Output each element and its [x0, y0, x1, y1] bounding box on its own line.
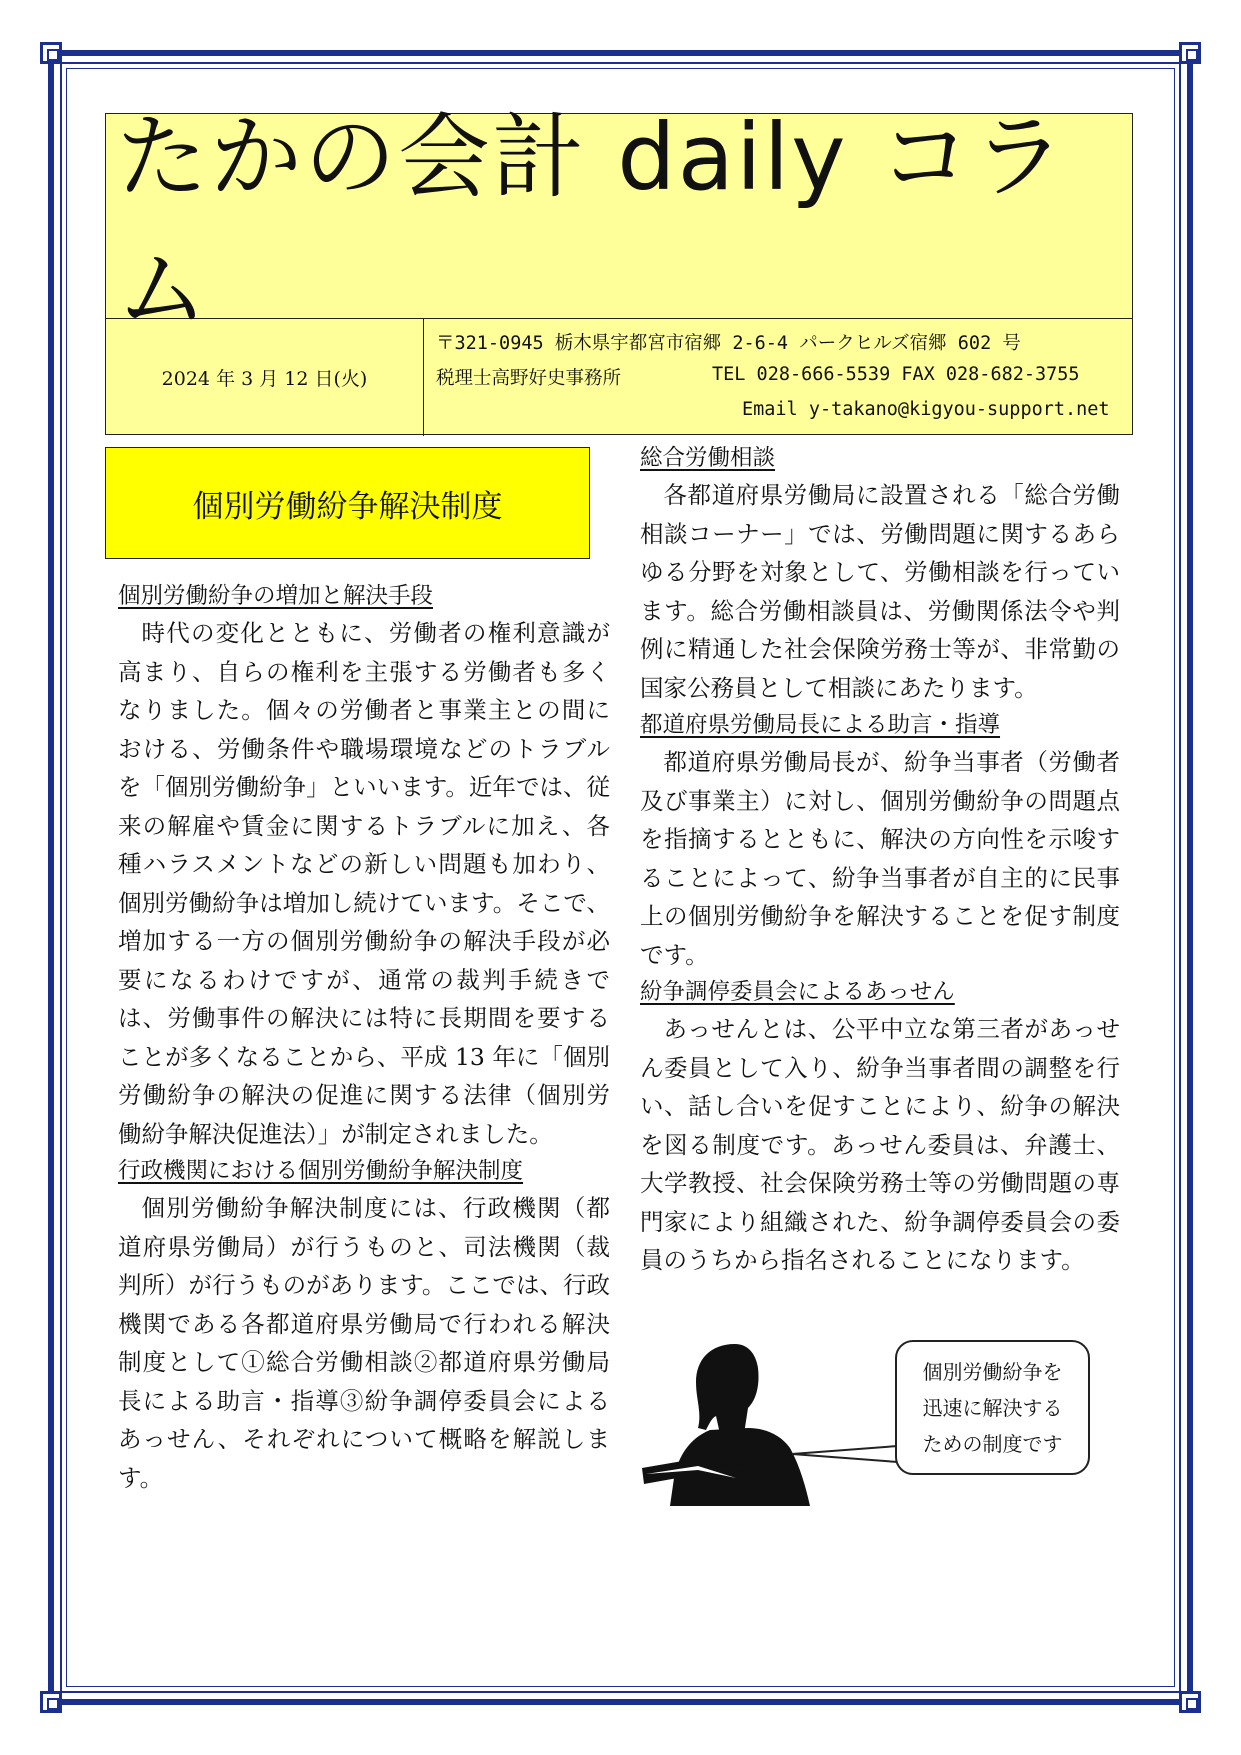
section-heading-guidance: 都道府県労働局長による助言・指導 [640, 712, 1001, 738]
right-column [640, 440, 1120, 1280]
section-heading-mediation: 紛争調停委員会によるあっせん [640, 979, 955, 1005]
corner-ornament-top-right [1179, 42, 1201, 64]
office-email: Email y-takano@kigyou-support.net [742, 399, 1110, 420]
office-address: 〒321-0945 栃木県宇都宮市宿郷 2-6-4 パークヒルズ宿郷 602 号 [436, 333, 1021, 354]
section-heading-increase: 個別労働紛争の増加と解決手段 [118, 583, 434, 609]
office-name: 税理士高野好史事務所 [436, 368, 622, 389]
office-phone-fax: TEL 028-666-5539 FAX 028-682-3755 [712, 364, 1080, 385]
corner-ornament-top-left [40, 42, 62, 64]
section-body-mediation: あっせんとは、公平中立な第三者があっせん委員として入り、紛争当事者間の調整を行い、話し合いを促すことにより、紛争の解決を図る制度です。あっせん委員は、弁護士、大学教授、社会保険労務士等の労働問題の専門家により組織された、紛争調停委員会の委員のうちから指名されることになります。 [640, 1015, 1120, 1274]
contact-info [424, 319, 1132, 436]
section-heading-consultation: 総合労働相談 [640, 445, 776, 471]
speech-bubble-line-2: 迅速に解決する [922, 1395, 1063, 1420]
section-body-consultation: 各都道府県労働局に設置される「総合労働相談コーナー」では、労働問題に関するあらゆる分野を対象として、労働相談を行っています。総合労働相談員は、労働関係法令や判例に精通した社会保険労務士等が、非常勤の国家公務員として相談にあたります。 [640, 481, 1120, 702]
speech-bubble-line-1: 個別労働紛争を [922, 1359, 1063, 1384]
section-heading-administrative: 行政機関における個別労働紛争解決制度 [118, 1158, 524, 1184]
newsletter-header [105, 104, 1133, 435]
left-column [118, 578, 610, 1497]
header-info-row [106, 319, 1132, 436]
section-body-guidance: 都道府県労働局長が、紛争当事者（労働者及び事業主）に対し、個別労働紛争の問題点を指摘するとともに、解決の方向性を示唆することによって、紛争当事者が自主的に民事上の個別労働紛争を解決することを促す制度です。 [640, 748, 1120, 969]
article-title: 個別労働紛争解決制度 [105, 447, 590, 559]
speech-bubble-line-3: ための制度です [922, 1431, 1063, 1456]
section-body-administrative: 個別労働紛争解決制度には、行政機関（都道府県労働局）が行うものと、司法機関（裁判所）が行うものがあります。ここでは、行政機関である各都道府県労働局で行われる解決制度として①総合労働相談②都道府県労働局長による助言・指導③紛争調停委員会によるあっせん、それぞれについて概略を解説します。 [118, 1194, 610, 1492]
issue-date: 2024 年 3 月 12 日(火) [106, 319, 424, 436]
masthead-title: たかの会計 daily コラム [106, 114, 1132, 319]
corner-ornament-bottom-left [40, 1691, 62, 1713]
corner-ornament-bottom-right [1179, 1691, 1201, 1713]
section-body-increase: 時代の変化とともに、労働者の権利意識が高まり、自らの権利を主張する労働者も多くなりました。個々の労働者と事業主との間における、労働条件や職場環境などのトラブルを「個別労働紛争」といいます。近年では、従来の解雇や賃金に関するトラブルに加え、各種ハラスメントなどの新しい問題も加わり、個別労働紛争は増加し続けています。そこで、増加する一方の個別労働紛争の解決手段が必要になるわけですが、通常の裁判手続きでは、労働事件の解決には特に長期間を要することが多くなることから、平成 13 年に「個別労働紛争の解決の促進に関する法律（個別労働紛争解決促進法）」が制定されました。 [118, 619, 610, 1148]
speech-bubble [895, 1340, 1090, 1475]
